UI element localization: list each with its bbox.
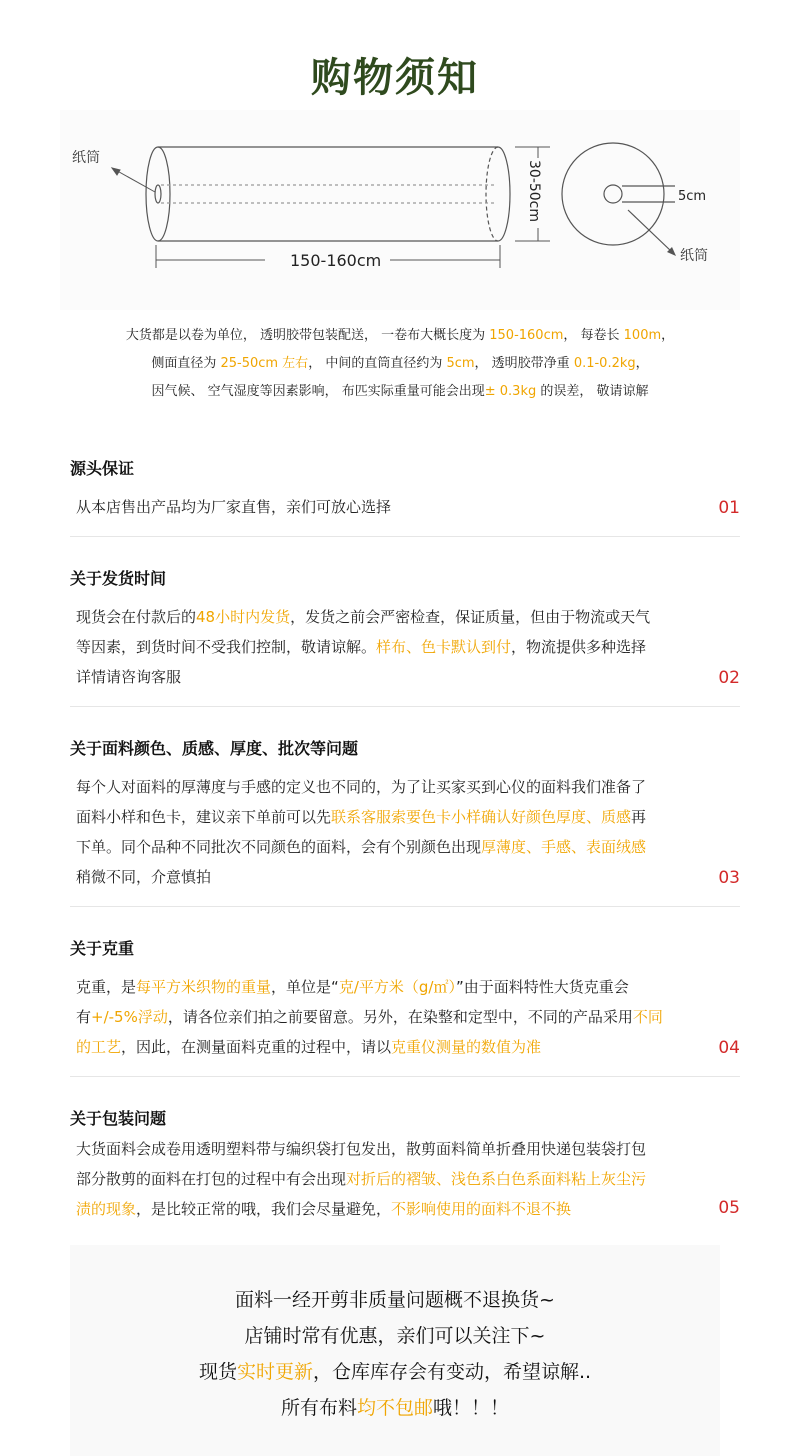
intro-text xyxy=(60,322,740,406)
text-segment: 的误差， 敬请谅解 xyxy=(536,384,649,399)
text-segment: 有 xyxy=(76,1008,92,1026)
length-label: 150-160cm xyxy=(290,251,382,270)
text-segment: ，物流提供多种选择 xyxy=(511,638,647,656)
text-segment: 现货 xyxy=(198,1361,237,1383)
page-title: 购物须知 xyxy=(311,55,479,101)
highlight-text: 厚薄度、手感、表面绒感 xyxy=(481,838,647,856)
roll-end-view xyxy=(562,143,675,252)
text-segment: 侧面直径为 xyxy=(151,356,221,371)
highlight-text: 150-160cm xyxy=(489,328,564,343)
section-packaging xyxy=(70,1106,740,1236)
text-segment: ”由于面料特性大货克重会 xyxy=(455,978,629,996)
section-line xyxy=(76,1194,706,1224)
core-diameter-label: 5cm xyxy=(678,189,707,204)
footer-line-1 xyxy=(70,1285,720,1312)
text-segment: ，仓库库存会有变动，希望谅解.. xyxy=(312,1361,592,1383)
intro-line-1 xyxy=(60,322,740,350)
text-segment: 因气候、 空气湿度等因素影响， 布匹实际重量可能会出现 xyxy=(151,384,485,399)
text-segment: 详情请咨询客服 xyxy=(76,668,182,686)
text-segment: ， 每卷长 xyxy=(563,328,624,343)
text-segment: ，因此，在测量面料克重的过程中，请以 xyxy=(121,1038,392,1056)
footer-line-4 xyxy=(70,1393,720,1420)
text-segment: 从本店售出产品均为厂家直售，亲们可放心选择 xyxy=(76,498,392,516)
section-line xyxy=(76,802,706,832)
text-segment: 再 xyxy=(631,808,647,826)
left-core-label: 纸筒 xyxy=(72,150,100,166)
highlight-text: 克/平方米（g/㎡） xyxy=(338,978,456,996)
section-line xyxy=(76,1032,706,1062)
text-segment: 现货会在付款后的 xyxy=(76,608,197,626)
text-segment: ，是比较正常的哦，我们会尽量避免， xyxy=(136,1200,392,1218)
highlight-text: 渍的现象 xyxy=(76,1200,137,1218)
roll-dimension-illustration xyxy=(60,110,740,310)
text-segment: 下单。同个品种不同批次不同颜色的面料，会有个别颜色出现 xyxy=(76,838,482,856)
section-number: 03 xyxy=(718,868,740,888)
text-segment: 面料小样和色卡，建议亲下单前可以先 xyxy=(76,808,332,826)
highlight-text: +/-5%浮动 xyxy=(91,1008,168,1026)
text-segment: ， xyxy=(661,328,675,343)
intro-line-3 xyxy=(60,378,740,406)
fabric-roll-diagram xyxy=(60,110,740,310)
text-segment: 克重，是 xyxy=(76,978,137,996)
roll-cylinder xyxy=(146,147,510,241)
section-line xyxy=(76,1002,706,1032)
text-segment: ， xyxy=(635,356,649,371)
section-line xyxy=(76,492,696,522)
diameter-label: 30-50cm xyxy=(526,160,542,223)
section-line xyxy=(76,632,696,662)
section-title: 关于克重 xyxy=(70,939,135,958)
section-number: 01 xyxy=(718,498,740,518)
highlight-text: 对折后的褶皱、浅色系白色系面料粘上灰尘污 xyxy=(346,1170,647,1188)
section-number: 02 xyxy=(718,668,740,688)
section-number: 04 xyxy=(718,1038,740,1058)
section-shipping-time xyxy=(70,566,740,707)
right-core-label: 纸筒 xyxy=(680,248,708,264)
text-segment: ， 透明胶带净重 xyxy=(474,356,574,371)
text-segment: 部分散剪的面料在打包的过程中有会出现 xyxy=(76,1170,347,1188)
text-segment: ，单位是“ xyxy=(271,978,339,996)
footer-line-2 xyxy=(70,1321,720,1348)
section-fabric-weight xyxy=(70,936,740,1077)
highlight-text: 5cm xyxy=(446,356,475,371)
section-title: 关于面料颜色、质感、厚度、批次等问题 xyxy=(70,739,359,758)
highlight-text: 克重仪测量的数值为准 xyxy=(391,1038,542,1056)
text-segment: 面料一经开剪非质量问题概不退换货~ xyxy=(235,1289,555,1311)
section-line xyxy=(76,662,696,692)
text-segment: ，请各位亲们拍之前要留意。另外，在染整和定型中，不同的产品采用 xyxy=(167,1008,633,1026)
section-line xyxy=(76,602,696,632)
section-number: 05 xyxy=(718,1198,740,1218)
section-body xyxy=(76,972,706,1062)
section-title: 关于包装问题 xyxy=(70,1109,167,1128)
text-segment: 等因素，到货时间不受我们控制，敬请谅解。 xyxy=(76,638,377,656)
section-body xyxy=(76,602,696,692)
highlight-text: ± 0.3kg xyxy=(484,384,537,399)
section-line xyxy=(76,772,706,802)
text-segment: 稍微不同，介意慎拍 xyxy=(76,868,212,886)
highlight-text: 48小时内发货 xyxy=(196,608,291,626)
highlight-text: 样布、色卡默认到付 xyxy=(376,638,512,656)
highlight-text: 联系客服索要色卡小样确认好颜色厚度、质感 xyxy=(331,808,632,826)
footer-line-3 xyxy=(70,1357,720,1384)
section-body xyxy=(76,492,696,522)
section-body xyxy=(76,1134,706,1224)
highlight-text: 25-50cm 左右 xyxy=(220,356,309,371)
section-fabric-quality xyxy=(70,736,740,907)
highlight-text: 的工艺 xyxy=(76,1038,122,1056)
text-segment: 哦！！！ xyxy=(433,1397,510,1419)
section-title: 源头保证 xyxy=(70,459,135,478)
highlight-text: 100m xyxy=(623,328,662,343)
section-source-guarantee xyxy=(70,456,740,537)
highlight-text: 每平方米织物的重量 xyxy=(136,978,272,996)
section-title: 关于发货时间 xyxy=(70,569,167,588)
highlight-text: 均不包邮 xyxy=(356,1397,433,1419)
text-segment: ， 中间的直筒直径约为 xyxy=(308,356,447,371)
left-core-arrow xyxy=(112,168,155,192)
text-segment: 店铺时常有优惠，亲们可以关注下~ xyxy=(244,1325,546,1347)
highlight-text: 实时更新 xyxy=(236,1361,313,1383)
highlight-text: 0.1-0.2kg xyxy=(573,356,636,371)
section-body xyxy=(76,772,706,892)
text-segment: 所有布料 xyxy=(280,1397,357,1419)
section-line xyxy=(76,1134,706,1164)
intro-line-2 xyxy=(60,350,740,378)
section-line xyxy=(76,862,706,892)
highlight-text: 不影响使用的面料不退不换 xyxy=(391,1200,572,1218)
text-segment: 每个人对面料的厚薄度与手感的定义也不同的，为了让买家买到心仪的面料我们准备了 xyxy=(76,778,647,796)
highlight-text: 不同 xyxy=(632,1008,663,1026)
section-line xyxy=(76,1164,706,1194)
text-segment: 大货都是以卷为单位， 透明胶带包装配送， 一卷布大概长度为 xyxy=(125,328,490,343)
section-line xyxy=(76,972,706,1002)
section-line xyxy=(76,832,706,862)
text-segment: ，发货之前会严密检查，保证质量，但由于物流或天气 xyxy=(290,608,651,626)
text-segment: 大货面料会成卷用透明塑料带与编织袋打包发出，散剪面料简单折叠用快递包装袋打包 xyxy=(76,1140,647,1158)
footer-notice xyxy=(70,1245,720,1456)
